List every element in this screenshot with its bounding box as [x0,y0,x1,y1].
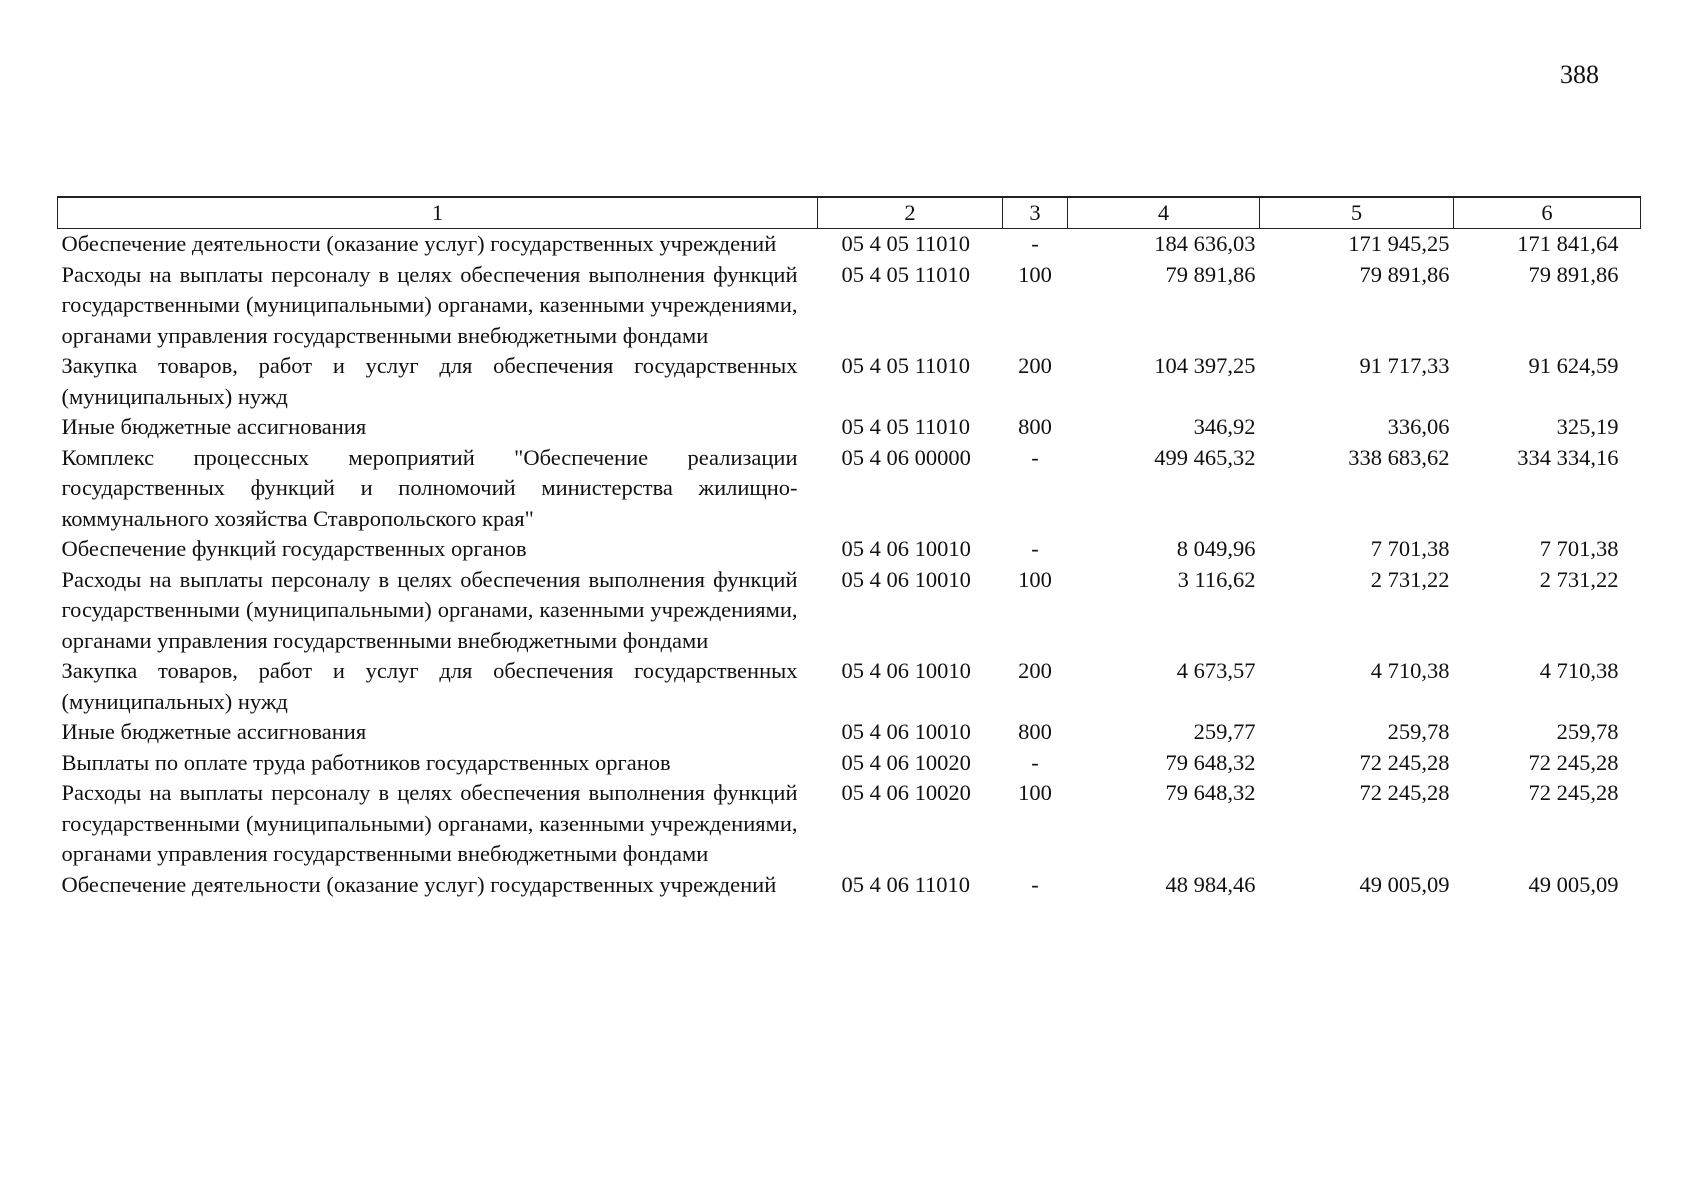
row-value-5: 7 701,38 [1370,536,1450,561]
column-header-1: 1 [58,197,818,229]
row-name: Расходы на выплаты персоналу в целях обеспечения выполнения функций государственными (муниципальными) органами, казенными учреждениями, органами управления государственными внебюджетными фондами [61,261,798,348]
row-value-6: 325,19 [1556,414,1619,439]
table-row [58,870,1641,901]
row-name: Комплекс процессных мероприятий "Обеспечение реализации государственных функций и полномочий министерства жилищно-коммунального хозяйства Ставропольского края" [61,444,798,531]
row-type: 200 [1018,353,1052,378]
row-value-5: 72 245,28 [1359,780,1450,805]
table-row [58,534,1641,565]
row-value-4: 4 673,57 [1176,658,1256,683]
row-type: 100 [1018,261,1052,287]
row-value-5: 336,06 [1387,414,1450,439]
row-value-4: 3 116,62 [1177,566,1256,592]
row-value-4: 104 397,25 [1154,353,1256,378]
row-code: 05 4 05 11010 [841,414,971,439]
row-type: 200 [1018,658,1052,683]
row-value-6: 91 624,59 [1528,353,1619,378]
row-type: - [1031,871,1039,897]
row-value-5: 338 683,62 [1348,444,1450,470]
row-name: Расходы на выплаты персоналу в целях обеспечения выполнения функций государственными (муниципальными) органами, казенными учреждениями, органами управления государственными внебюджетными фондами [61,780,798,866]
column-header-6: 6 [1454,197,1641,229]
table-row [58,656,1641,717]
table-row [58,351,1641,412]
row-type: - [1031,749,1039,775]
row-value-4: 79 648,32 [1165,780,1256,805]
header-row [58,197,1641,229]
budget-table [57,196,1641,900]
table-row [58,443,1641,535]
table-row [58,565,1641,657]
page-number: 388 [1560,60,1599,89]
row-value-6: 259,78 [1556,719,1619,744]
row-value-6: 72 245,28 [1528,780,1619,805]
row-value-4: 79 891,86 [1165,261,1256,287]
row-code: 05 4 05 11010 [841,261,971,287]
row-value-6: 49 005,09 [1528,871,1619,897]
row-code: 05 4 06 10010 [841,719,971,744]
row-value-5: 4 710,38 [1370,658,1450,683]
row-name: Обеспечение деятельности (оказание услуг) государственных учреждений [61,231,777,256]
row-name: Иные бюджетные ассигнования [61,719,367,744]
row-code: 05 4 06 10020 [841,749,971,775]
row-type: 100 [1018,566,1052,592]
row-name: Закупка товаров, работ и услуг для обеспечения государственных (муниципальных) нужд [61,658,798,714]
row-value-4: 499 465,32 [1154,444,1256,470]
row-type: 100 [1018,780,1052,805]
row-code: 05 4 06 10020 [841,780,971,805]
row-value-6: 4 710,38 [1539,658,1619,683]
row-value-5: 49 005,09 [1359,871,1450,897]
row-value-5: 259,78 [1387,719,1450,744]
row-value-4: 48 984,46 [1165,871,1256,897]
row-type: 800 [1018,414,1052,439]
column-header-4: 4 [1068,197,1260,229]
row-name: Закупка товаров, работ и услуг для обеспечения государственных (муниципальных) нужд [61,353,798,409]
row-type: - [1031,444,1039,470]
row-value-4: 79 648,32 [1165,749,1256,775]
row-value-5: 72 245,28 [1359,749,1450,775]
row-code: 05 4 06 10010 [841,566,971,592]
row-value-6: 72 245,28 [1528,749,1619,775]
row-value-6: 7 701,38 [1539,536,1619,561]
row-name: Обеспечение функций государственных органов [61,536,527,561]
row-code: 05 4 06 00000 [841,444,971,470]
table-row [58,229,1641,260]
table-row [58,717,1641,748]
row-name: Расходы на выплаты персоналу в целях обеспечения выполнения функций государственными (муниципальными) органами, казенными учреждениями, органами управления государственными внебюджетными фондами [61,566,798,653]
row-code: 05 4 06 10010 [841,536,971,561]
row-value-4: 184 636,03 [1154,231,1256,256]
column-header-2: 2 [818,197,1003,229]
column-header-5: 5 [1260,197,1454,229]
table-row [58,778,1641,870]
table-row [58,412,1641,443]
row-value-6: 79 891,86 [1528,261,1619,287]
row-code: 05 4 06 10010 [841,658,971,683]
table-row [58,260,1641,352]
row-value-6: 334 334,16 [1517,444,1619,470]
row-value-5: 2 731,22 [1370,566,1450,592]
row-code: 05 4 05 11010 [841,353,971,378]
row-name: Обеспечение деятельности (оказание услуг) государственных учреждений [61,871,777,897]
table-body [58,229,1641,901]
row-name: Иные бюджетные ассигнования [61,414,367,439]
row-value-5: 171 945,25 [1348,231,1450,256]
row-value-4: 8 049,96 [1176,536,1256,561]
row-value-6: 2 731,22 [1539,566,1619,592]
row-code: 05 4 06 11010 [841,871,971,897]
row-value-4: 346,92 [1193,414,1256,439]
table-header [58,197,1641,229]
row-value-6: 171 841,64 [1517,231,1619,256]
row-value-5: 91 717,33 [1359,353,1450,378]
row-value-4: 259,77 [1193,719,1256,744]
row-type: - [1031,231,1039,256]
row-type: - [1031,536,1039,561]
row-value-5: 79 891,86 [1359,261,1450,287]
row-name: Выплаты по оплате труда работников государственных органов [61,749,671,775]
row-code: 05 4 05 11010 [841,231,971,256]
row-type: 800 [1018,719,1052,744]
column-header-3: 3 [1003,197,1068,229]
table-row [58,748,1641,779]
